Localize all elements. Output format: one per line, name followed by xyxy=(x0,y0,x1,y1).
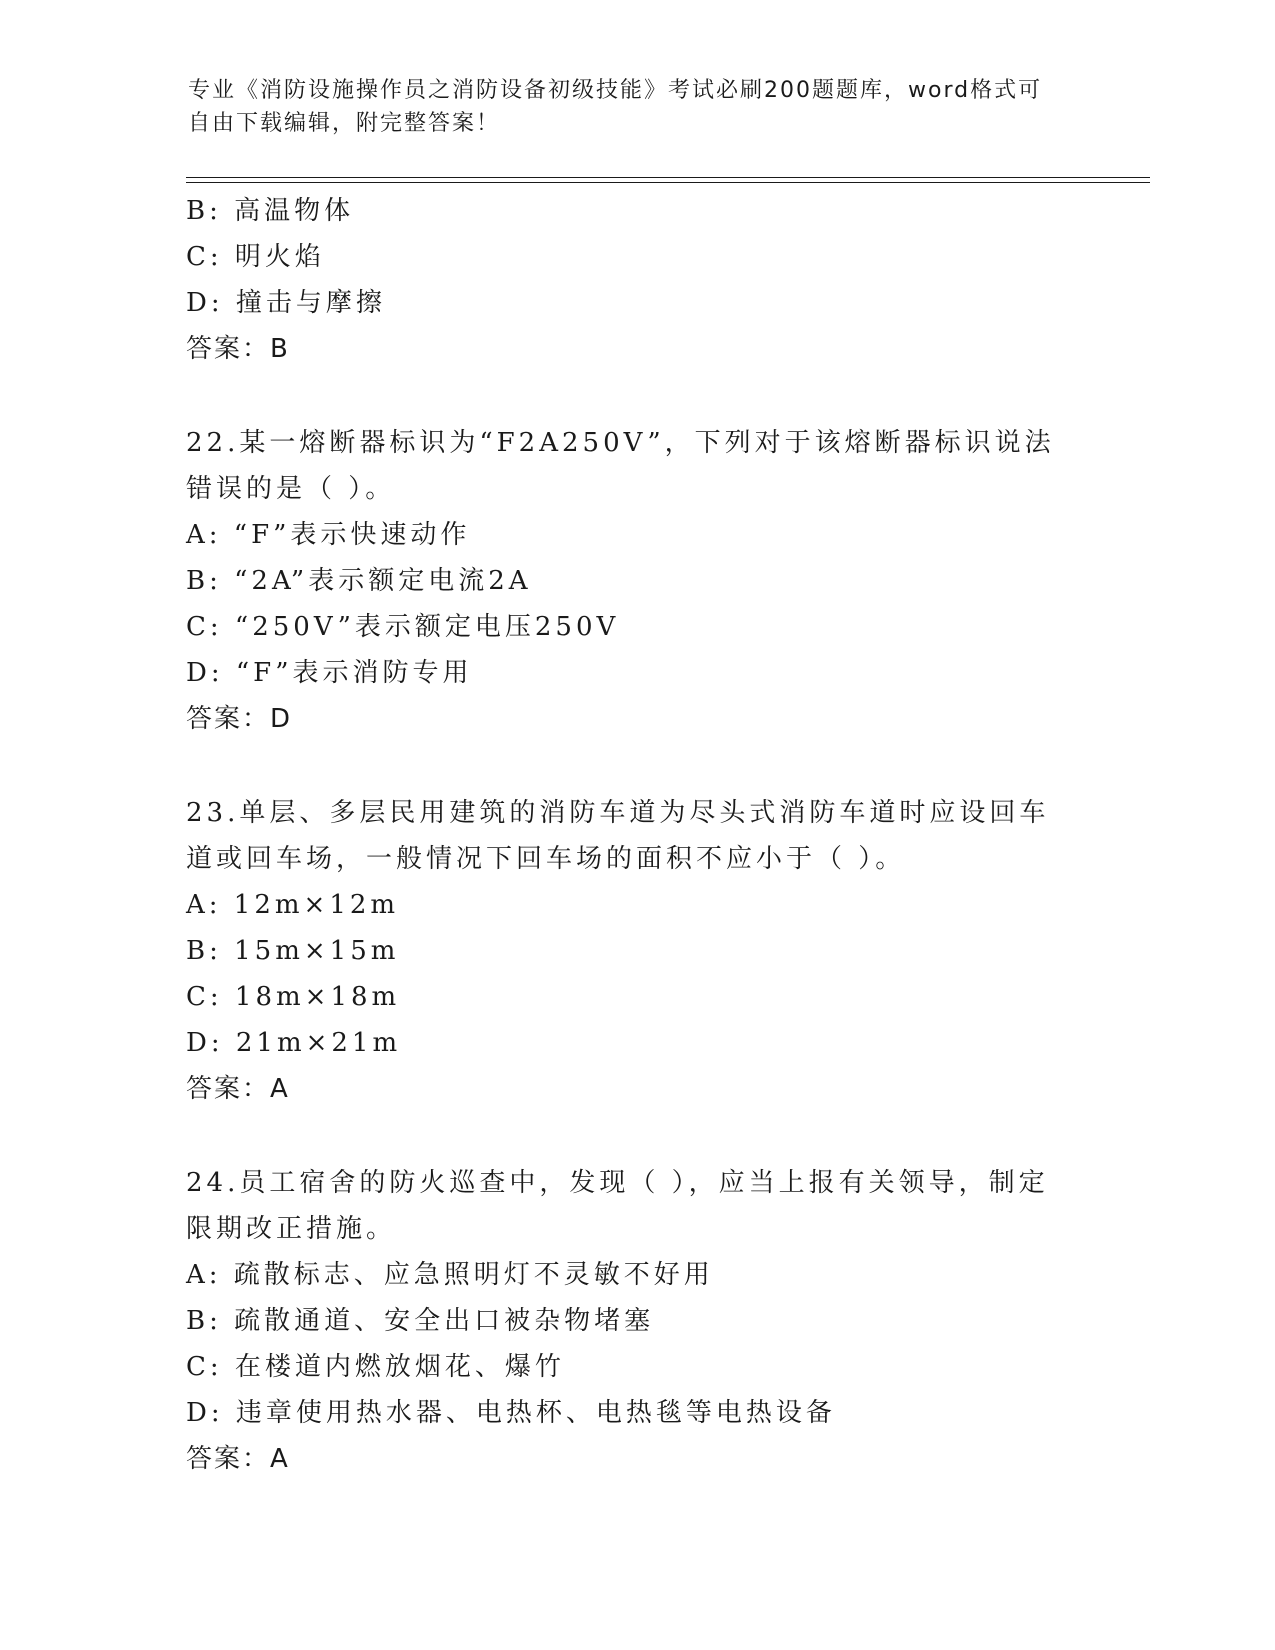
option-a: A: “F”表示快速动作 xyxy=(186,520,471,550)
option-b: B: “2A”表示额定电流2A xyxy=(186,566,532,596)
question-text: 24.员工宿舍的防火巡查中，发现（ ），应当上报有关领导，制定限期改正措施。 xyxy=(186,1168,1049,1244)
option-d: D: 违章使用热水器、电热杯、电热毯等电热设备 xyxy=(186,1398,836,1428)
page-header xyxy=(188,74,1068,140)
option-b: B: 疏散通道、安全出口被杂物堵塞 xyxy=(186,1306,655,1336)
answer-line: 答案：D xyxy=(186,704,293,734)
option-d: D: 21m×21m xyxy=(186,1028,402,1058)
question-22 xyxy=(186,420,1086,742)
option-c: C: 18m×18m xyxy=(186,982,401,1012)
option-b: B: 15m×15m xyxy=(186,936,400,966)
question-text: 22.某一熔断器标识为“F2A250V”，下列对于该熔断器标识说法错误的是（ ）。 xyxy=(186,428,1055,504)
option-b: B: 高温物体 xyxy=(186,196,355,226)
document-body xyxy=(186,188,1086,1482)
header-divider xyxy=(186,177,1150,183)
question-23 xyxy=(186,790,1086,1112)
answer-line: 答案：B xyxy=(186,334,290,364)
answer-line: 答案：A xyxy=(186,1444,290,1474)
option-c: C: 在楼道内燃放烟花、爆竹 xyxy=(186,1352,565,1382)
header-line-2: 自由下载编辑，附完整答案！ xyxy=(188,111,501,136)
option-a: A: 疏散标志、应急照明灯不灵敏不好用 xyxy=(186,1260,714,1290)
question-text: 23.单层、多层民用建筑的消防车道为尽头式消防车道时应设回车道或回车场，一般情况下回车场的面积不应小于（ ）。 xyxy=(186,798,1050,874)
question-carryover xyxy=(186,188,1086,372)
option-c: C: “250V”表示额定电压250V xyxy=(186,612,620,642)
header-line-1: 专业《消防设施操作员之消防设备初级技能》考试必刷200题题库，word格式可 xyxy=(188,78,1043,103)
question-24 xyxy=(186,1160,1086,1482)
option-c: C: 明火焰 xyxy=(186,242,325,272)
option-d: D: 撞击与摩擦 xyxy=(186,288,386,318)
option-a: A: 12m×12m xyxy=(186,890,400,920)
option-d: D: “F”表示消防专用 xyxy=(186,658,473,688)
answer-line: 答案：A xyxy=(186,1074,290,1104)
